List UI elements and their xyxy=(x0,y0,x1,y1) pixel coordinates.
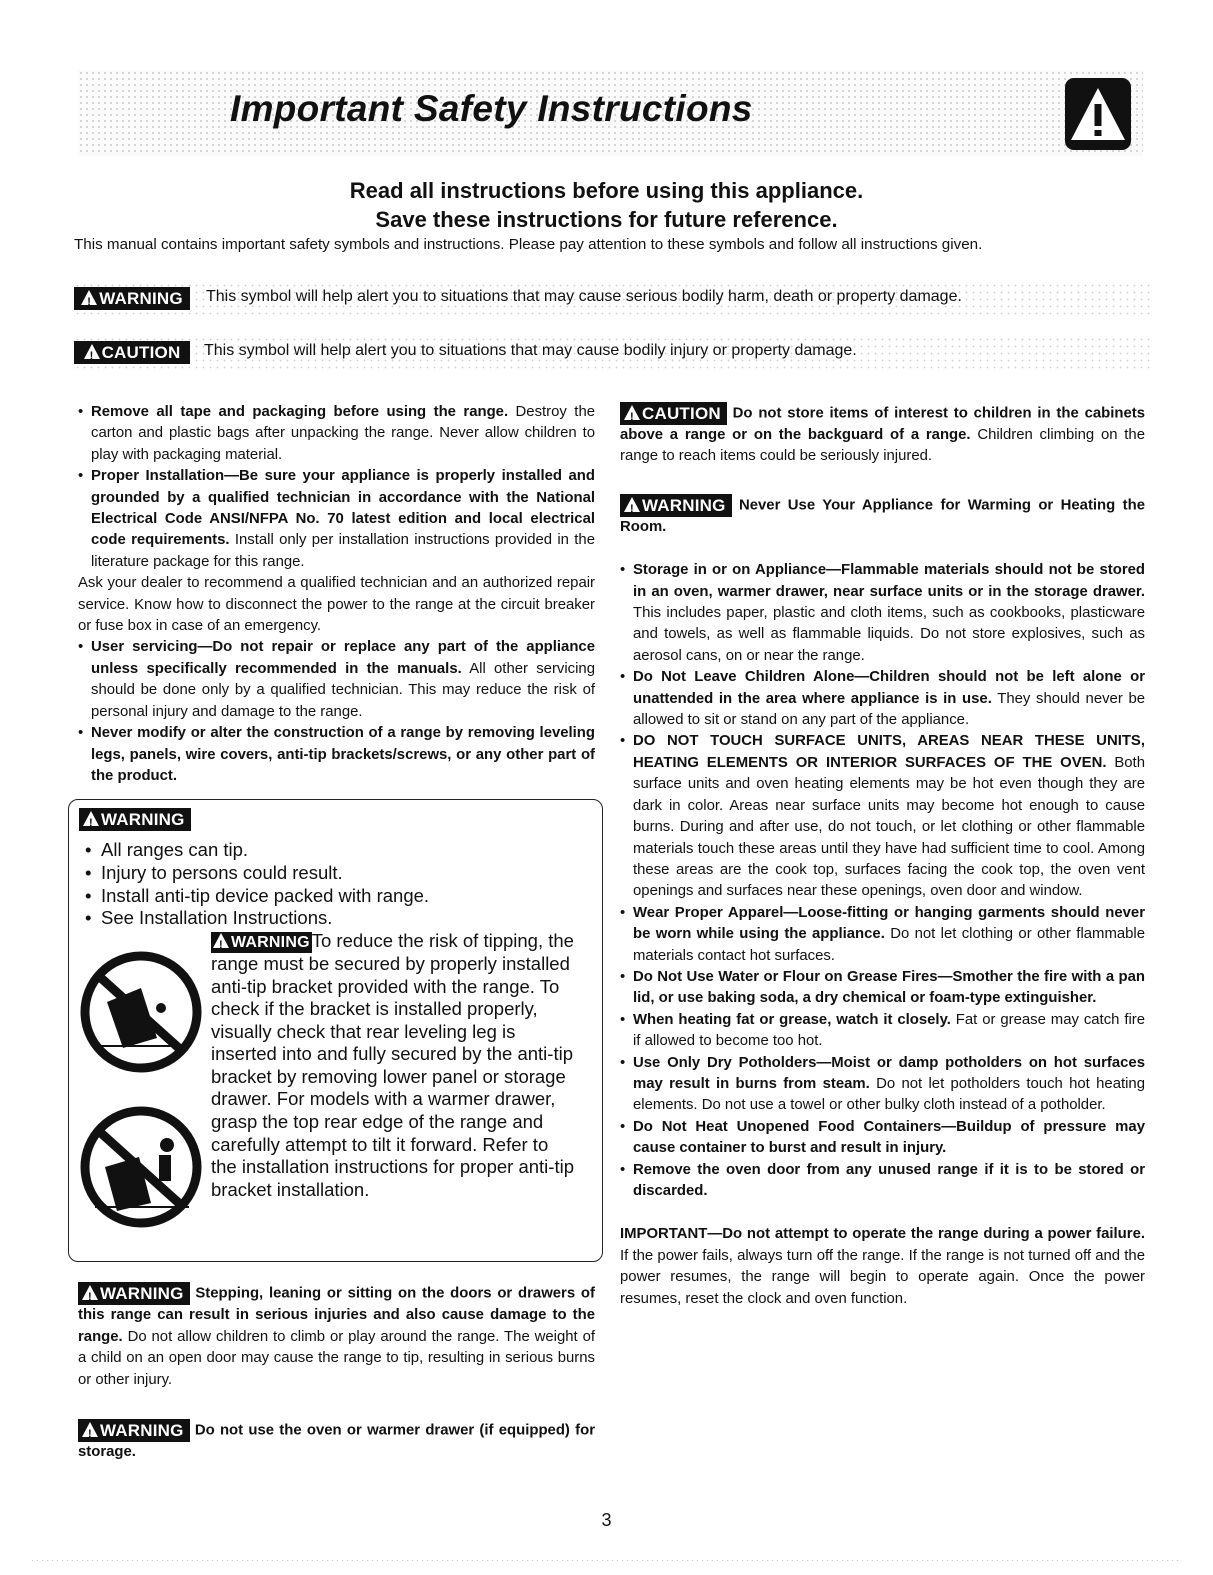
caution-symbol-row xyxy=(74,336,1154,372)
intro-text: This manual contains important safety symbols and instructions. Please pay attention to these symbols and follow all instructions given. xyxy=(74,236,983,253)
alert-triangle-icon xyxy=(81,290,97,305)
list-item: • Install anti-tip device packed with range. xyxy=(85,885,590,908)
list-item: • Never modify or alter the construction of a range by removing leveling legs, panels, wire covers, anti-tip brackets/screws, or any other part of the product. xyxy=(78,723,595,787)
warning-symbol-text: This symbol will help alert you to situations that may cause serious bodily harm, death or property damage. xyxy=(206,288,962,305)
warning-paragraph: !WARNING Never Use Your Appliance for Warming or Heating the Room. xyxy=(620,494,1145,538)
paragraph: Ask your dealer to recommend a qualified technician and an authorized repair service. Know how to disconnect the power to the range at the circuit breaker or fuse box in case of an emergency. xyxy=(78,575,595,635)
alert-triangle-icon xyxy=(82,1422,98,1437)
alert-triangle-icon xyxy=(83,811,99,826)
alert-triangle-icon xyxy=(82,1285,98,1300)
warning-triangle-icon xyxy=(1065,78,1131,150)
list-item: • Use Only Dry Potholders—Moist or damp potholders on hot surfaces may result in burns from steam. Do not let potholders touch hot heating elements. Do not use a towel or other bulky cloth instead of a potholder. xyxy=(620,1053,1145,1117)
list-item: • Proper Installation—Be sure your appliance is properly installed and grounded by a qualified technician in accordance with the National Electrical Code ANSI/NFPA No. 70 latest edition and local electrical code requirements. Install only per installation instructions provided in the literature package for this range. xyxy=(78,466,595,573)
alert-triangle-icon xyxy=(624,405,640,420)
warning-badge: !WARNING xyxy=(74,287,190,310)
warning-badge: !WARNING xyxy=(78,1282,190,1305)
bottom-rule xyxy=(30,1560,1180,1561)
list-item: • All ranges can tip. xyxy=(85,839,590,862)
caution-paragraph: !CAUTION Do not store items of interest to children in the cabinets above a range or on the backguard of a range. Children climbing on the range to reach items could be seriously injured. xyxy=(620,402,1145,468)
anti-tip-body: !WARNING To reduce the risk of tipping, the range must be secured by properly installed anti-tip bracket provided with the range. To check if the bracket is installed properly, visually check that rear leveling leg is inserted into and fully secured by the anti-tip bracket by removing lower panel or storage drawer. For models with a warmer drawer, grasp the top rear edge of the range and carefully attempt to tilt it forward. Refer to the installation instructions for proper anti-tip bracket installation. xyxy=(211,930,576,1201)
alert-triangle-icon xyxy=(213,933,229,948)
list-item: • Do Not Use Water or Flour on Grease Fires—Smother the fire with a pan lid, or use baking soda, a dry chemical or foam-type extinguisher. xyxy=(620,967,1145,1010)
list-item: • Wear Proper Apparel—Loose-fitting or hanging garments should never be worn while using the appliance. Do not let clothing or other flammable materials contact hot surfaces. xyxy=(620,903,1145,967)
subtitle-read: Read all instructions before using this appliance. xyxy=(349,178,864,203)
page-number: 3 xyxy=(601,1510,612,1530)
list-item: • Remove the oven door from any unused range if it is to be stored or discarded. xyxy=(620,1160,1145,1203)
list-item: • When heating fat or grease, watch it closely. Fat or grease may catch fire if allowed to become too hot. xyxy=(620,1010,1145,1053)
child-on-door-prohibition-icon xyxy=(79,1105,203,1229)
left-column xyxy=(78,402,595,1463)
tip-list xyxy=(85,839,590,929)
list-item: • User servicing—Do not repair or replace any part of the appliance unless specifically recommended in the manuals. All other servicing should be done only by a qualified technician. This may reduce the risk of personal injury and damage to the range. xyxy=(78,637,595,723)
warning-paragraph: !WARNING Stepping, leaning or sitting on the doors or drawers of this range can result in serious injuries and also cause damage to the range. Do not allow children to climb or play around the range. The weight of a child on an open door may cause the range to tip, resulting in serious burns or other injury. xyxy=(78,1282,595,1391)
caution-badge: !CAUTION xyxy=(74,341,190,364)
warning-badge: !WARNING xyxy=(620,494,732,517)
page-title: Important Safety Instructions xyxy=(230,88,753,129)
caution-badge: !CAUTION xyxy=(620,402,727,425)
important-paragraph: IMPORTANT—Do not attempt to operate the range during a power failure. If the power fails, always turn off the range. If the range is not turned off and the power resumes, the range will begin to operate again. Once the power resumes, reset the clock and oven function. xyxy=(620,1226,1145,1307)
anti-tip-warning-box xyxy=(68,799,603,1262)
list-item: • Injury to persons could result. xyxy=(85,862,590,885)
warning-badge: !WARNING xyxy=(79,808,191,831)
right-column xyxy=(620,402,1145,1310)
alert-triangle-icon xyxy=(84,344,100,359)
list-item: • See Installation Instructions. xyxy=(85,907,590,930)
warning-paragraph: !WARNING Do not use the oven or warmer drawer (if equipped) for storage. xyxy=(78,1419,595,1463)
subtitle-save: Save these instructions for future reference. xyxy=(375,207,838,232)
warning-badge: !WARNING xyxy=(211,932,312,953)
alert-triangle-icon xyxy=(624,497,640,512)
list-item: • Do Not Heat Unopened Food Containers—Buildup of pressure may cause container to burst and result in injury. xyxy=(620,1117,1145,1160)
range-tip-prohibition-icon xyxy=(79,950,203,1074)
warning-symbol-row xyxy=(74,282,1154,318)
list-item: • DO NOT TOUCH SURFACE UNITS, AREAS NEAR THESE UNITS, HEATING ELEMENTS OR INTERIOR SURFACES OF THE OVEN. Both surface units and oven heating elements may be hot even though they are dark in color. Areas near surface units may become hot enough to cause burns. During and after use, do not touch, or let clothing or other flammable materials touch these areas until they have had sufficient time to cool. Among these areas are the cook top, surfaces facing the cook top, the oven vent openings and surfaces near these openings, oven door and window. xyxy=(620,731,1145,902)
list-item: • Remove all tape and packaging before using the range. Destroy the carton and plastic bags after unpacking the range. Never allow children to play with packaging material. xyxy=(78,402,595,466)
caution-symbol-text: This symbol will help alert you to situations that may cause bodily injury or property damage. xyxy=(204,342,857,359)
list-item: • Storage in or on Appliance—Flammable materials should not be stored in an oven, warmer drawer, near surface units or in the storage drawer. This includes paper, plastic and cloth items, such as cookbooks, plasticware and towels, as well as flammable liquids. Do not store explosives, such as aerosol cans, on or near the range. xyxy=(620,560,1145,667)
warning-badge: !WARNING xyxy=(78,1419,190,1442)
list-item: • Do Not Leave Children Alone—Children should not be left alone or unattended in the area where appliance is in use. They should never be allowed to sit or stand on any part of the appliance. xyxy=(620,667,1145,731)
